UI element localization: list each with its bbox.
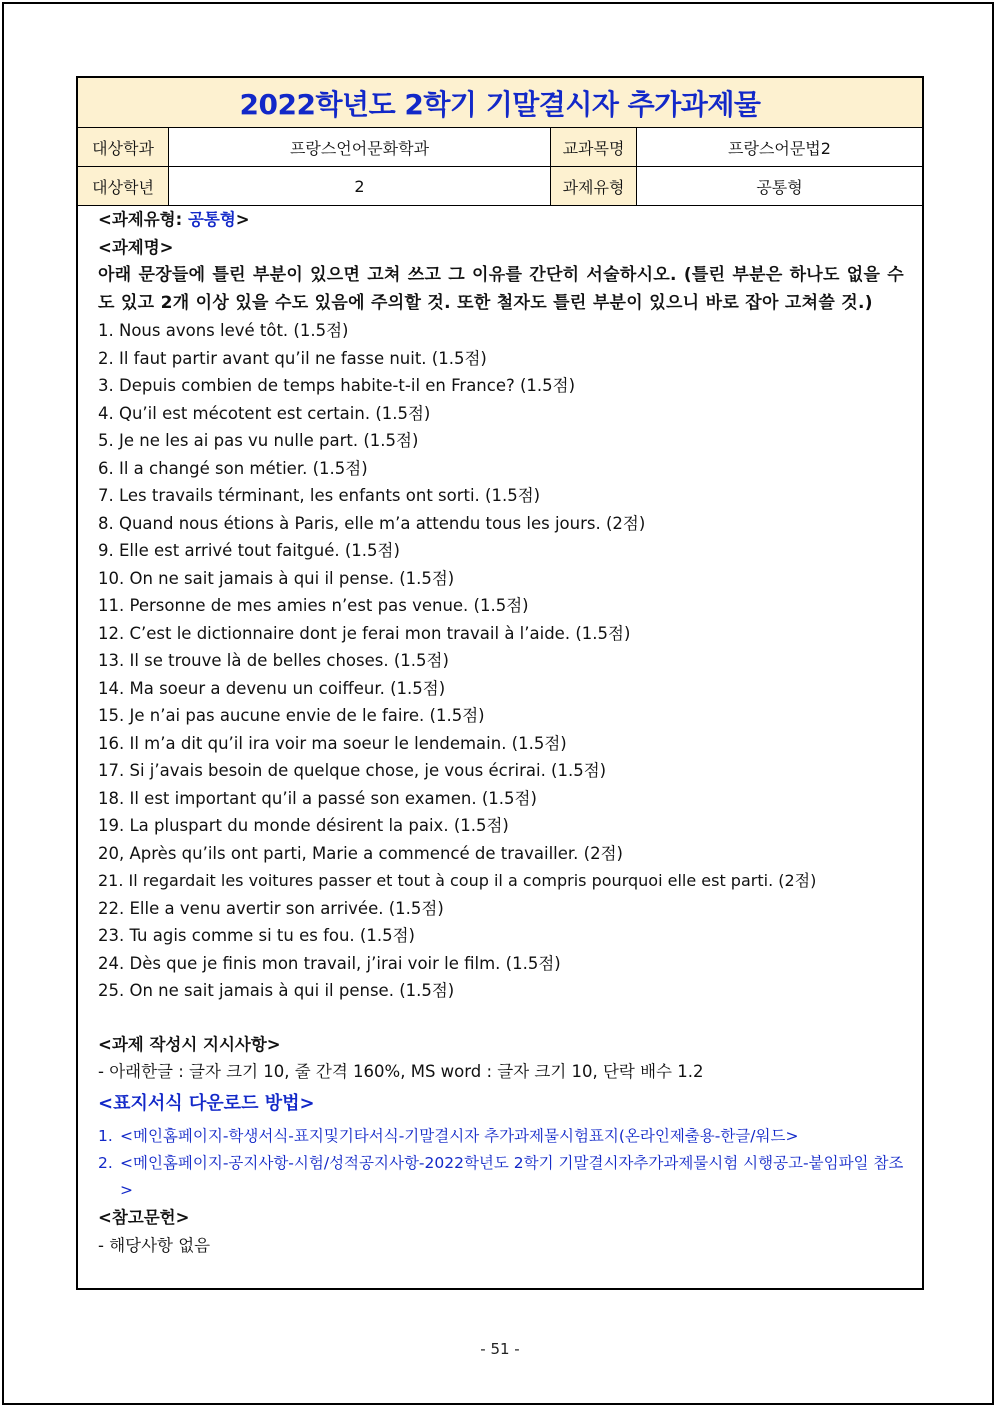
download-item-text: <메인홈페이지-학생서식-표지및기타서식-기말결시자 추가과제물시험표지(온라인제출용-한글/워드> — [120, 1127, 799, 1145]
dept-label: 대상학과 — [78, 128, 169, 166]
question-item: 22. Elle a venu avertir son arrivée. (1.5점) — [98, 898, 444, 918]
question-list — [98, 317, 904, 1005]
question-item: 12. C’est le dictionnaire dont je ferai mon travail à l’aide. (1.5점) — [98, 623, 631, 643]
question-item: 11. Personne de mes amies n’est pas venue. (1.5점) — [98, 596, 529, 615]
question-item: 18. Il est important qu’il a passé son examen. (1.5점) — [98, 788, 537, 808]
year-label: 대상학년 — [78, 167, 169, 205]
year-value: 2 — [169, 167, 551, 205]
content — [78, 206, 922, 1259]
question-item: 16. Il m’a dit qu’il ira voir ma soeur le lendemain. (1.5점) — [98, 733, 567, 753]
question-item: 4. Qu’il est mécotent est certain. (1.5점) — [98, 403, 431, 423]
assignment-box — [76, 76, 924, 1290]
question-item: 1. Nous avons levé tôt. (1.5점) — [98, 321, 349, 340]
assignment-name-heading: <과제명> — [98, 237, 174, 257]
download-item-text: <메인홈페이지-공지사항-시험/성적공지사항-2022학년도 2학기 기말결시자추가과제물시험 시행공고-붙임파일 참조> — [120, 1154, 904, 1199]
question-item: 3. Depuis combien de temps habite-t-il en France? (1.5점) — [98, 376, 576, 395]
type-label: 과제유형 — [551, 167, 637, 205]
writing-text: - 아래한글 : 글자 크기 10, 줄 간격 160%, MS word : 글자 크기 10, 단락 배수 1.2 — [98, 1062, 704, 1081]
course-value: 프랑스어문법2 — [728, 138, 831, 158]
question-item: 23. Tu agis comme si tu es fou. (1.5점) — [98, 926, 415, 945]
page-number: - 51 - — [480, 1340, 520, 1358]
question-item: 24. Dès que je finis mon travail, j’irai voir le film. (1.5점) — [98, 953, 561, 973]
question-item: 8. Quand nous étions à Paris, elle m’a attendu tous les jours. (2점) — [98, 513, 646, 533]
instruction-text: 아래 문장들에 틀린 부분이 있으면 고쳐 쓰고 그 이유를 간단히 서술하시오. (틀린 부분은 하나도 없을 수도 있고 2개 이상 있을 수도 있음에 주의할 것. 또한 철자도 틀린 부분이 있으니 바로 잡아 고쳐쓸 것.) — [98, 265, 904, 313]
download-item-number: 2. — [98, 1154, 113, 1172]
question-item: 21. Il regardait les voitures passer et tout à coup il a compris pourquoi elle est parti. (2점) — [98, 871, 817, 890]
question-item: 6. Il a changé son métier. (1.5점) — [98, 458, 368, 478]
download-item-number: 1. — [98, 1127, 113, 1145]
question-item: 15. Je n’ai pas aucune envie de le faire. (1.5점) — [98, 706, 485, 725]
info-row-year — [78, 167, 922, 206]
spacer — [98, 1005, 904, 1031]
reference-text: - 해당사항 없음 — [98, 1235, 211, 1255]
question-item: 10. On ne sait jamais à qui il pense. (1.5점) — [98, 568, 455, 588]
writing-heading: <과제 작성시 지시사항> — [98, 1034, 281, 1054]
type-value: 공통형 — [756, 177, 803, 197]
assignment-type-suffix: > — [235, 210, 250, 229]
download-heading: <표지서식 다운로드 방법> — [98, 1092, 315, 1114]
dept-value: 프랑스언어문화학과 — [169, 128, 551, 166]
assignment-type-prefix: <과제유형: — [98, 210, 188, 229]
download-item — [98, 1150, 904, 1204]
assignment-type-value: 공통형 — [187, 210, 236, 229]
reference-heading: <참고문헌> — [98, 1208, 190, 1227]
course-label: 교과목명 — [551, 128, 637, 166]
question-item: 13. Il se trouve là de belles choses. (1.5점) — [98, 651, 449, 670]
question-item: 9. Elle est arrivé tout faitgué. (1.5점) — [98, 541, 400, 560]
page-title: 2022학년도 2학기 기말결시자 추가과제물 — [78, 78, 922, 128]
info-row-dept — [78, 128, 922, 167]
question-item: 19. La pluspart du monde désirent la paix. (1.5점) — [98, 816, 509, 835]
question-item: 14. Ma soeur a devenu un coiffeur. (1.5점) — [98, 678, 446, 698]
question-item: 5. Je ne les ai pas vu nulle part. (1.5점) — [98, 431, 419, 450]
assignment-type-line — [98, 206, 904, 234]
download-item — [98, 1123, 904, 1150]
question-item: 25. On ne sait jamais à qui il pense. (1.5점) — [98, 981, 455, 1000]
question-item: 17. Si j’avais besoin de quelque chose, je vous écrirai. (1.5점) — [98, 761, 607, 780]
question-item: 2. Il faut partir avant qu’il ne fasse nuit. (1.5점) — [98, 348, 487, 368]
question-item: 7. Les travails términant, les enfants ont sorti. (1.5점) — [98, 486, 541, 505]
question-item: 20, Après qu’ils ont parti, Marie a commencé de travailler. (2점) — [98, 843, 623, 863]
